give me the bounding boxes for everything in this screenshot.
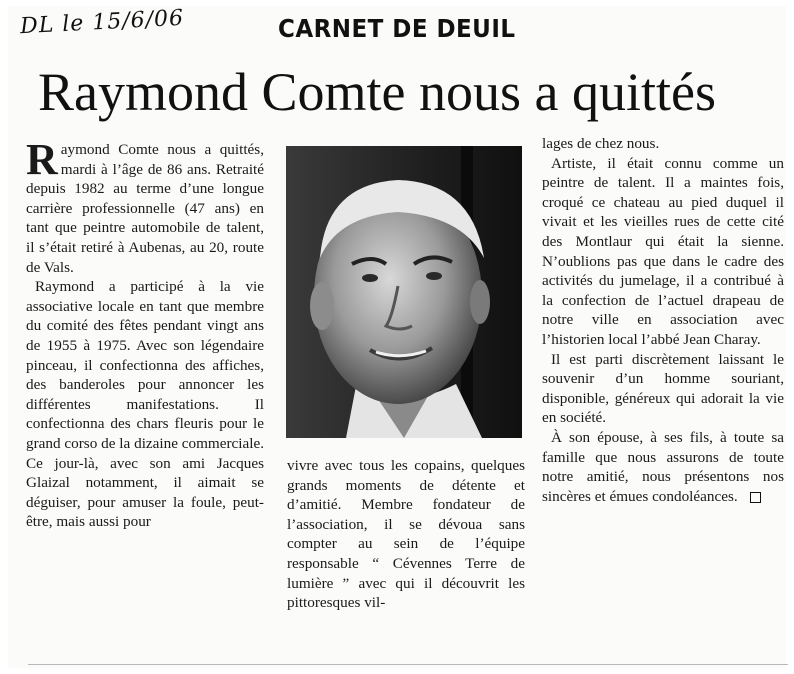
article-column-2 [287,456,525,613]
portrait-photo [286,146,522,438]
drop-cap: R [26,135,58,184]
paragraph-condolences [542,428,784,506]
paragraph-artist: Artiste, il était connu comme un peintre de talent. Il a maintes fois, croqué ce chateau au pied duquel il vivait et les vieilles rues de cette cité des Montlaur qui était la sienne. N’oublions pas que dans le cadre des activités du jumelage, il a contribué à la confection de l’actuel drapeau de notre ville en association avec l’historien local l’abbé Jean Charay. [542,154,784,348]
section-rubric: CARNET DE DEUIL [278,14,516,43]
paragraph-intro-text: aymond Comte nous a quittés, mardi à l’âge de 86 ans. Retraité depuis 1982 au terme d’une longue carrière professionnelle (47 ans) en tant que peintre automobile de talent, il s’était retiré à Aubenas, au 20, route de Vals. [26,141,264,276]
condolences-text: À son épouse, à ses fils, à toute sa famille que nous assurons de toute notre amitié, nous présentons nos sincères et émues condoléances. [542,428,784,505]
portrait-photo-icon [286,146,522,438]
handwritten-date-note: DL le 15/6/06 [19,5,185,40]
bottom-rule [28,664,788,665]
article-column-1 [26,135,264,532]
paragraph-associative: Raymond a participé à la vie associative locale en tant que membre du comité des fêtes pendant vingt ans de 1955 à 1975. Avec son légendaire pinceau, il confectionna des affiches, des banderoles pour annoncer les différentes manifestations. Il confectionna des chars fleuris pour le grand corso de la dizaine commerciale. Ce jour-là, avec son ami Jacques Glaizal notamment, il aimait se déguiser, pour amuser la foule, peut-être, mais aussi pour [26,278,264,531]
article-headline: Raymond Comte nous a quittés [38,62,716,122]
paragraph-continued: vivre avec tous les copains, quelques grands moments de détente et d’amitié. Membre fondateur de l’association, il se dévoua sans compter au sein de l’équipe responsable “ Cévennes Terre de lumière ” avec qui il découvrit les pittoresques vil- [287,457,525,612]
paragraph-continued-end: lages de chez nous. [542,135,660,152]
paragraph-intro [26,135,264,277]
article-column-3 [542,134,784,506]
paragraph-farewell: Il est parti discrètement laissant le souvenir d’un homme souriant, disponible, généreux qui adorait la vie en société. [542,350,784,427]
end-of-article-icon [750,492,761,503]
